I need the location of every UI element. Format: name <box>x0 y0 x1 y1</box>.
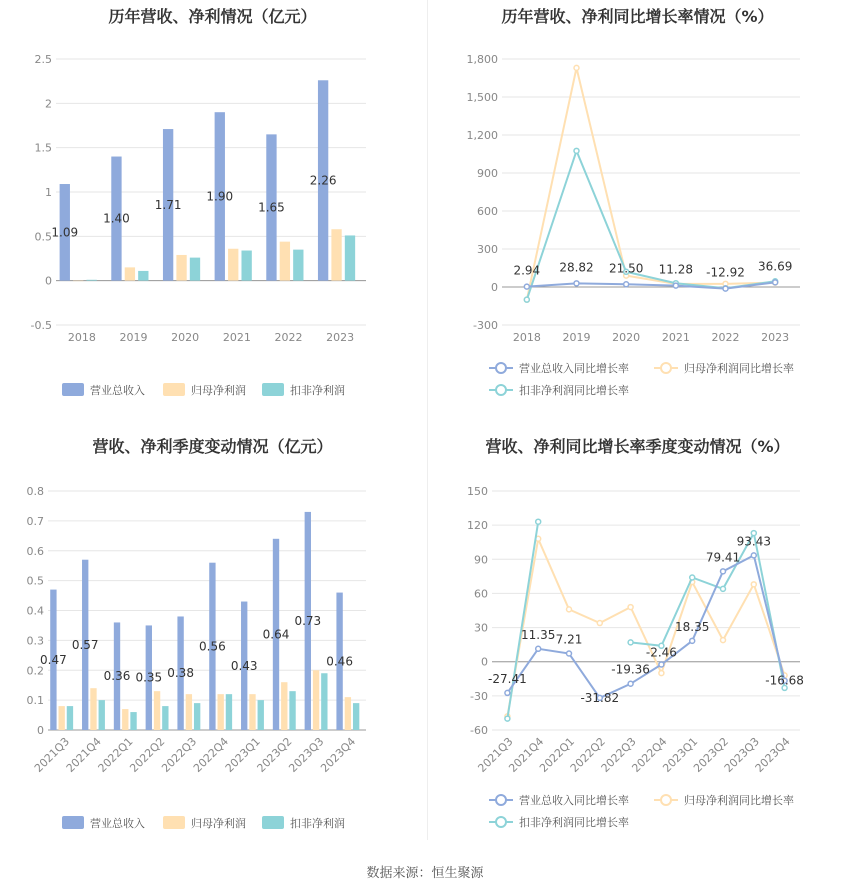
x-tick-label: 2021Q3 <box>31 734 73 775</box>
x-tick-label: 2022Q1 <box>95 734 136 775</box>
legend-swatch <box>262 383 284 396</box>
point-deducted_line <box>574 148 579 153</box>
legend-label: 归母净利润同比增长率 <box>684 794 794 807</box>
data-label: -19.36 <box>611 662 650 677</box>
x-tick-label: 2022 <box>711 331 740 344</box>
data-label: -27.41 <box>488 671 527 686</box>
point-revenue_line <box>524 284 529 289</box>
x-tick-label: 2021 <box>222 331 251 344</box>
y-tick-label: 600 <box>477 205 498 218</box>
data-label: 7.21 <box>555 632 583 647</box>
point-deducted_line <box>628 640 633 645</box>
bar-deducted <box>138 271 148 281</box>
x-tick-label: 2023Q2 <box>254 734 295 775</box>
data-label: 0.73 <box>294 613 322 628</box>
y-tick-label: 0.8 <box>26 485 44 498</box>
legend-swatch <box>62 816 84 829</box>
quarterly-revenue-profit-svg <box>0 430 425 860</box>
legend-swatch <box>62 383 84 396</box>
point-net_line <box>628 605 633 610</box>
point-deducted_line <box>505 716 510 721</box>
y-tick-label: -60 <box>470 724 488 737</box>
data-label: 0.35 <box>135 670 163 685</box>
x-tick-label: 2023Q4 <box>318 734 359 775</box>
data-label: 1.09 <box>51 225 79 240</box>
data-label: -2.46 <box>645 645 677 660</box>
point-net_line <box>751 582 756 587</box>
point-revenue_line <box>574 281 579 286</box>
bar-net <box>154 691 160 730</box>
data-label: 79.41 <box>705 550 741 565</box>
x-tick-label: 2021Q4 <box>506 734 547 775</box>
x-tick-label: 2022Q4 <box>190 734 232 775</box>
x-tick-label: 2023Q4 <box>752 734 793 775</box>
data-label: -12.92 <box>706 265 745 280</box>
legend-label: 营业总收入 <box>90 384 145 397</box>
legend-marker <box>496 795 506 805</box>
legend-marker <box>661 363 671 373</box>
y-tick-label: 1,500 <box>466 91 498 104</box>
x-tick-label: 2021Q4 <box>63 734 104 775</box>
bar-net <box>280 242 290 281</box>
x-tick-label: 2022Q3 <box>598 734 639 775</box>
data-label: 0.57 <box>71 637 99 652</box>
bar-deducted <box>241 251 251 281</box>
annual-growth-rate-chart <box>425 0 850 430</box>
data-source: 数据来源：恒生聚源 <box>366 866 484 881</box>
y-tick-label: 2.5 <box>34 53 52 66</box>
point-net_line <box>721 638 726 643</box>
legend-swatch <box>163 383 185 396</box>
data-label: 0.56 <box>199 639 226 654</box>
legend-label: 扣非净利润同比增长率 <box>519 816 629 829</box>
bar-net <box>90 688 96 730</box>
annual-revenue-profit-chart <box>0 0 425 430</box>
x-tick-label: 2020 <box>612 331 641 344</box>
data-label: 21.50 <box>608 261 644 276</box>
data-label: 93.43 <box>736 534 771 549</box>
y-tick-label: 60 <box>474 587 488 601</box>
data-label: 0.36 <box>103 669 131 684</box>
x-tick-label: 2019 <box>562 331 591 344</box>
y-tick-label: 1 <box>45 186 52 199</box>
point-deducted_line <box>536 519 541 524</box>
point-net_line <box>659 671 664 676</box>
legend-swatch <box>163 816 185 829</box>
data-label: 1.65 <box>258 200 285 215</box>
annual-growth-rate-svg <box>425 0 850 430</box>
legend-label: 扣非净利润 <box>290 817 345 830</box>
point-revenue_line <box>773 280 778 285</box>
point-revenue_line <box>536 646 541 651</box>
bar-net <box>186 694 192 730</box>
data-label: 28.82 <box>559 260 594 275</box>
data-label: 1.71 <box>154 197 182 212</box>
bar-net <box>73 281 83 282</box>
data-label: 0.38 <box>167 666 194 681</box>
annual-revenue-profit-svg <box>0 0 425 430</box>
data-label: 2.94 <box>513 263 541 278</box>
bar-net <box>217 694 223 730</box>
point-deducted_line <box>524 297 529 302</box>
point-revenue_line <box>690 638 695 643</box>
point-net_line <box>567 607 572 612</box>
quarterly-growth-rate-svg <box>425 430 850 860</box>
point-revenue_line <box>624 282 629 287</box>
y-tick-label: 0 <box>37 724 44 737</box>
x-tick-label: 2018 <box>67 331 96 344</box>
x-tick-label: 2022 <box>274 331 303 344</box>
legend-swatch <box>262 816 284 829</box>
bar-net <box>122 709 128 730</box>
y-tick-label: 120 <box>467 519 488 533</box>
y-tick-label: 0.3 <box>26 634 44 648</box>
data-label: 0.64 <box>262 627 290 642</box>
bar-net <box>228 249 238 281</box>
point-revenue_line <box>673 283 678 288</box>
x-tick-label: 2018 <box>512 331 541 344</box>
data-label: 11.35 <box>521 627 556 642</box>
y-tick-label: 300 <box>477 243 498 256</box>
data-label: 11.28 <box>658 262 694 277</box>
point-revenue_line <box>505 690 510 695</box>
data-label: -16.68 <box>765 673 804 688</box>
bar-deducted <box>226 694 232 730</box>
y-tick-label: -0.5 <box>30 319 52 332</box>
data-label: -31.82 <box>580 690 620 705</box>
point-net_line <box>574 65 579 70</box>
bar-deducted <box>67 706 73 730</box>
x-tick-label: 2020 <box>171 331 200 344</box>
legend-label: 扣非净利润同比增长率 <box>519 384 629 397</box>
point-revenue_line <box>751 553 756 558</box>
data-label: 1.90 <box>206 189 234 204</box>
point-deducted_line <box>690 575 695 580</box>
quarterly-revenue-profit-chart <box>0 430 425 860</box>
y-tick-label: 0.2 <box>26 664 44 678</box>
y-tick-label: 1.5 <box>34 141 52 155</box>
bar-deducted <box>86 280 96 281</box>
data-label: 1.40 <box>103 211 130 226</box>
y-tick-label: 0 <box>491 281 498 294</box>
x-tick-label: 2021 <box>661 331 690 344</box>
y-tick-label: 90 <box>474 553 488 567</box>
bar-net <box>176 255 186 281</box>
bar-deducted <box>190 258 200 281</box>
legend-label: 扣非净利润 <box>290 384 345 397</box>
data-label: 36.69 <box>757 259 793 274</box>
bar-net <box>313 670 319 730</box>
x-tick-label: 2022Q2 <box>567 734 608 775</box>
legend-marker <box>661 795 671 805</box>
bar-net <box>331 229 341 280</box>
x-tick-label: 2023Q3 <box>286 734 327 775</box>
x-tick-label: 2022Q1 <box>537 734 578 775</box>
legend-label: 营业总收入 <box>90 817 145 830</box>
legend-label: 营业总收入同比增长率 <box>519 362 629 375</box>
y-tick-label: 1,200 <box>466 129 498 142</box>
y-tick-label: -30 <box>470 689 488 703</box>
bar-deducted <box>99 700 105 730</box>
y-tick-label: 0.1 <box>26 694 44 708</box>
point-net_line <box>597 621 602 626</box>
legend-marker <box>496 363 506 373</box>
x-tick-label: 2023 <box>761 331 790 344</box>
data-label: 0.43 <box>230 658 258 673</box>
data-label: 0.46 <box>326 654 353 669</box>
line-deducted_line <box>507 522 538 719</box>
point-revenue_line <box>659 662 664 667</box>
y-tick-label: 0.4 <box>26 604 44 618</box>
y-tick-label: 2 <box>45 97 52 111</box>
bar-net <box>281 682 287 730</box>
bar-deducted <box>258 700 264 730</box>
y-tick-label: 0.7 <box>26 514 44 528</box>
bar-net <box>58 706 64 730</box>
bar-net <box>125 267 135 280</box>
x-tick-label: 2023Q3 <box>721 734 762 775</box>
legend-label: 归母净利润同比增长率 <box>684 362 794 375</box>
x-tick-label: 2023Q2 <box>691 734 732 775</box>
y-tick-label: 900 <box>477 167 498 180</box>
legend-label: 归母净利润 <box>191 817 246 830</box>
chart-title: 营收、净利季度变动情况（亿元） <box>92 437 333 456</box>
point-revenue_line <box>628 681 633 686</box>
legend-label: 归母净利润 <box>191 384 246 397</box>
x-tick-label: 2023Q1 <box>660 734 701 775</box>
y-tick-label: 150 <box>467 485 488 498</box>
x-tick-label: 2023 <box>326 331 355 344</box>
y-tick-label: 0 <box>45 274 52 288</box>
data-label: 0.47 <box>40 652 67 667</box>
bar-deducted <box>345 235 355 280</box>
bar-deducted <box>353 703 359 730</box>
x-tick-label: 2023Q1 <box>222 734 263 775</box>
point-revenue_line <box>567 651 572 656</box>
bar-net <box>249 694 255 730</box>
x-tick-label: 2019 <box>119 331 148 344</box>
y-tick-label: -300 <box>473 319 498 332</box>
data-label: 18.35 <box>675 619 710 634</box>
x-tick-label: 2022Q2 <box>127 734 168 775</box>
x-tick-label: 2022Q3 <box>159 734 200 775</box>
x-tick-label: 2021Q3 <box>475 734 516 775</box>
chart-title: 历年营收、净利情况（亿元） <box>108 7 317 26</box>
point-revenue_line <box>721 569 726 574</box>
y-tick-label: 0.5 <box>34 230 52 244</box>
bar-deducted <box>194 703 200 730</box>
legend-marker <box>496 817 506 827</box>
chart-title: 营收、净利同比增长率季度变动情况（%） <box>485 437 790 456</box>
x-tick-label: 2022Q4 <box>629 734 670 775</box>
point-deducted_line <box>721 586 726 591</box>
y-tick-label: 0.5 <box>26 574 44 588</box>
bar-net <box>345 697 351 730</box>
y-tick-label: 0.6 <box>26 544 44 558</box>
point-revenue_line <box>723 286 728 291</box>
legend-marker <box>496 385 506 395</box>
bar-deducted <box>289 691 295 730</box>
quarterly-growth-rate-chart <box>425 430 850 860</box>
y-tick-label: 0 <box>481 655 488 669</box>
y-tick-label: 30 <box>474 621 488 635</box>
bar-deducted <box>130 712 136 730</box>
data-label: 2.26 <box>309 173 337 188</box>
y-tick-label: 1,800 <box>466 53 498 66</box>
bar-deducted <box>162 706 168 730</box>
legend-label: 营业总收入同比增长率 <box>519 794 629 807</box>
chart-title: 历年营收、净利同比增长率情况（%） <box>501 7 774 26</box>
bar-deducted <box>321 673 327 730</box>
bar-deducted <box>293 250 303 281</box>
